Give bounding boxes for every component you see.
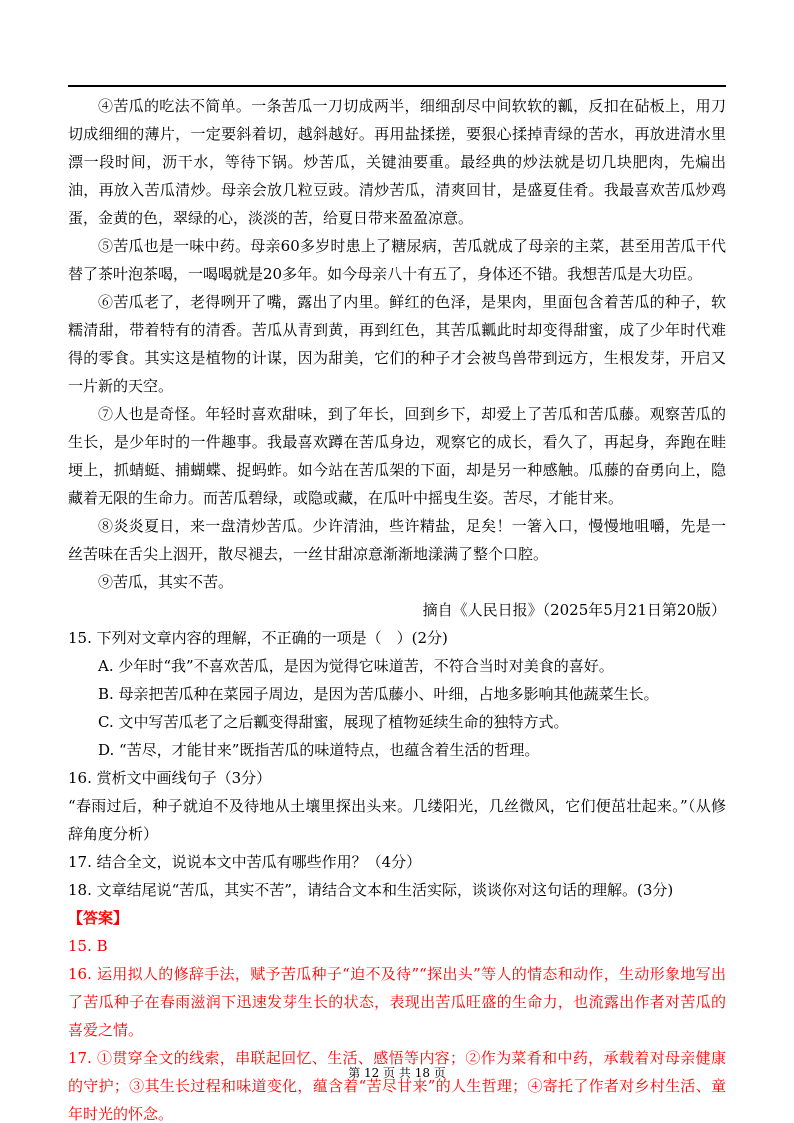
page-number: 第 12 页 共 18 页 bbox=[348, 1066, 446, 1080]
page-content bbox=[68, 92, 726, 1123]
article-paragraph-5: ⑤苦瓜也是一味中药。母亲60多岁时患上了糖尿病，苦瓜就成了母亲的主菜，甚至用苦瓜干代替了茶叶泡茶喝，一喝喝就是20多年。如今母亲八十有五了，身体还不错。我想苦瓜是大功臣。 bbox=[68, 237, 726, 283]
question-15-option-c: C. 文中写苦瓜老了之后瓤变得甜蜜，展现了植物延续生命的独特方式。 bbox=[98, 713, 569, 731]
article-paragraph-7: ⑦人也是奇怪。年轻时喜欢甜味，到了年长，回到乡下，却爱上了苦瓜和苦瓜藤。观察苦瓜的生长，是少年时的一件趣事。我最喜欢蹲在苦瓜身边，观察它的成长，看久了，再起身，奔跑在畦埂上，抓蜻蜓、捕蝴蝶、捉蚂蚱。如今站在苦瓜架的下面，却是另一种感触。瓜藤的奋勇向上，隐藏着无限的生命力。而苦瓜碧绿，或隐或藏，在瓜叶中摇曳生姿。苦尽，才能甘来。 bbox=[68, 405, 726, 507]
article-attribution: 摘自《人民日报》（2025年5月21日第20版） bbox=[422, 601, 726, 619]
question-16-stem: 16. 赏析文中画线句子（3分） bbox=[68, 769, 272, 787]
answer-15: 15. B bbox=[68, 937, 108, 955]
question-15-option-a: A. 少年时“我”不喜欢苦瓜，是因为觉得它味道苦，不符合当时对美食的喜好。 bbox=[98, 657, 614, 675]
article-paragraph-4: ④苦瓜的吃法不简单。一条苦瓜一刀切成两半，细细刮尽中间软软的瓤，反扣在砧板上，用刀切成细细的薄片，一定要斜着切，越斜越好。再用盐揉搓，要狠心揉掉青绿的苦水，再放进清水里漂一段时间，沥干水，等待下锅。炒苦瓜，关键油要重。最经典的炒法就是切几块肥肉，先煸出油，再放入苦瓜清炒。母亲会放几粒豆豉。清炒苦瓜，清爽回甘，是盛夏佳肴。我最喜欢苦瓜炒鸡蛋，金黄的色，翠绿的心，淡淡的苦，给夏日带来盈盈凉意。 bbox=[68, 97, 726, 227]
article-paragraph-9: ⑨苦瓜，其实不苦。 bbox=[98, 573, 234, 591]
question-18-stem: 18. 文章结尾说“苦瓜，其实不苦”，请结合文本和生活实际，谈谈你对这句话的理解。(3分) bbox=[68, 881, 674, 899]
question-15-option-d: D. “苦尽，才能甘来”既指苦瓜的味道特点，也蕴含着生活的哲理。 bbox=[98, 741, 540, 759]
answer-16: 16. 运用拟人的修辞手法，赋予苦瓜种子“迫不及待”“探出头”等人的情态和动作，生动形象地写出了苦瓜种子在春雨滋润下迅速发芽生长的状态，表现出苦瓜旺盛的生命力，也流露出作者对苦瓜的喜爱之情。 bbox=[68, 965, 726, 1039]
question-16-quote: “春雨过后，种子就迫不及待地从土壤里探出头来。几缕阳光，几丝微风，它们便茁壮起来。”（从修辞角度分析） bbox=[68, 797, 726, 843]
answer-17: 17. ①贯穿全文的线索，串联起回忆、生活、感悟等内容；②作为菜肴和中药，承载着对母亲健康的守护；③其生长过程和味道变化，蕴含着“苦尽甘来”的人生哲理；④寄托了作者对乡村生活、童年时光的怀念。 bbox=[68, 1049, 726, 1123]
answers-section-header: 【答案】 bbox=[68, 909, 129, 927]
question-15-option-b: B. 母亲把苦瓜种在菜园子周边，是因为苦瓜藤小、叶细，占地多影响其他蔬菜生长。 bbox=[98, 685, 659, 703]
question-17-stem: 17. 结合全文，说说本文中苦瓜有哪些作用？（4分） bbox=[68, 853, 422, 871]
article-paragraph-6: ⑥苦瓜老了，老得咧开了嘴，露出了内里。鲜红的色泽，是果肉，里面包含着苦瓜的种子，软糯清甜，带着特有的清香。苦瓜从青到黄，再到红色，其苦瓜瓤此时却变得甜蜜，成了少年时代难得的零食。其实这是植物的计谋，因为甜美，它们的种子才会被鸟兽带到远方，生根发芽，开启又一片新的天空。 bbox=[68, 293, 726, 395]
question-15-stem: 15. 下列对文章内容的理解，不正确的一项是（ ）(2分) bbox=[68, 629, 448, 647]
article-paragraph-8: ⑧炎炎夏日，来一盘清炒苦瓜。少许清油，些许精盐，足矣！一箸入口，慢慢地咀嚼，先是一丝苦味在舌尖上洇开，散尽褪去，一丝甘甜凉意渐渐地漾满了整个口腔。 bbox=[68, 517, 726, 563]
header-divider bbox=[68, 85, 726, 87]
